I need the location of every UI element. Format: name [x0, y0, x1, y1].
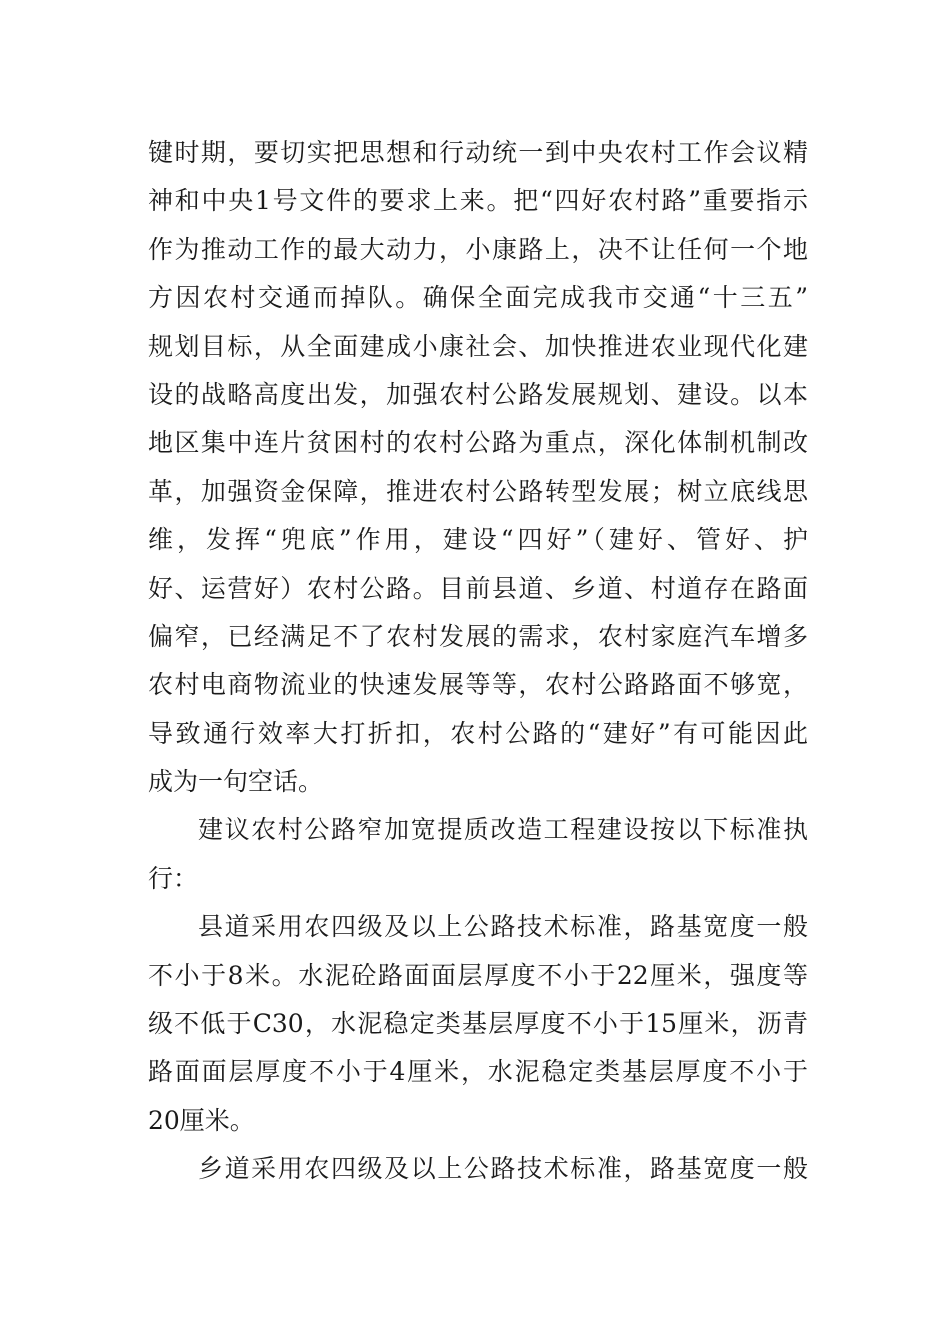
paragraph-line: 作为推动工作的最大动力，小康路上，决不让任何一个地 [148, 234, 808, 264]
paragraph-line: 成为一句空话。 [148, 767, 324, 797]
paragraph-line: 级不低于C30，水泥稳定类基层厚度不小于15厘米，沥青 [148, 1009, 808, 1039]
paragraph-line: 维，发挥“兜底”作用，建设“四好”（建好、管好、护 [148, 525, 808, 555]
document-body [148, 129, 808, 1194]
paragraph-line: 好、运营好）农村公路。目前县道、乡道、村道存在路面 [148, 573, 808, 603]
paragraph-line: 规划目标，从全面建成小康社会、加快推进农业现代化建 [148, 331, 808, 361]
paragraph-line: 地区集中连片贫困村的农村公路为重点，深化体制机制改 [148, 428, 808, 458]
paragraph-line: 导致通行效率大打折扣，农村公路的“建好”有可能因此 [148, 718, 808, 748]
paragraph-standards-intro [148, 806, 808, 903]
paragraph-county-road-standard [148, 903, 808, 1145]
paragraph-line: 建议农村公路窄加宽提质改造工程建设按以下标准执 [198, 815, 808, 845]
paragraph-line: 设的战略高度出发，加强农村公路发展规划、建设。以本 [148, 379, 808, 409]
paragraph-line: 路面面层厚度不小于4厘米，水泥稳定类基层厚度不小于 [148, 1057, 808, 1087]
paragraph-line: 键时期，要切实把思想和行动统一到中央农村工作会议精 [148, 138, 808, 167]
paragraph-line: 20厘米。 [148, 1105, 255, 1135]
paragraph-line: 神和中央1号文件的要求上来。把“四好农村路”重要指示 [148, 186, 808, 216]
paragraph-line: 偏窄，已经满足不了农村发展的需求，农村家庭汽车增多 [148, 621, 808, 651]
paragraph-line: 乡道采用农四级及以上公路技术标准，路基宽度一般 [198, 1154, 808, 1184]
paragraph-line: 不小于8米。水泥砼路面面层厚度不小于22厘米，强度等 [148, 960, 808, 990]
paragraph-line: 方因农村交通而掉队。确保全面完成我市交通“十三五” [148, 283, 808, 313]
paragraph-rural-roads-context [148, 129, 808, 806]
paragraph-township-road-standard [148, 1145, 808, 1193]
paragraph-line: 革，加强资金保障，推进农村公路转型发展；树立底线思 [148, 476, 808, 506]
paragraph-line: 农村电商物流业的快速发展等等，农村公路路面不够宽， [148, 670, 808, 700]
paragraph-line: 行： [148, 863, 199, 893]
paragraph-line: 县道采用农四级及以上公路技术标准，路基宽度一般 [198, 912, 808, 942]
